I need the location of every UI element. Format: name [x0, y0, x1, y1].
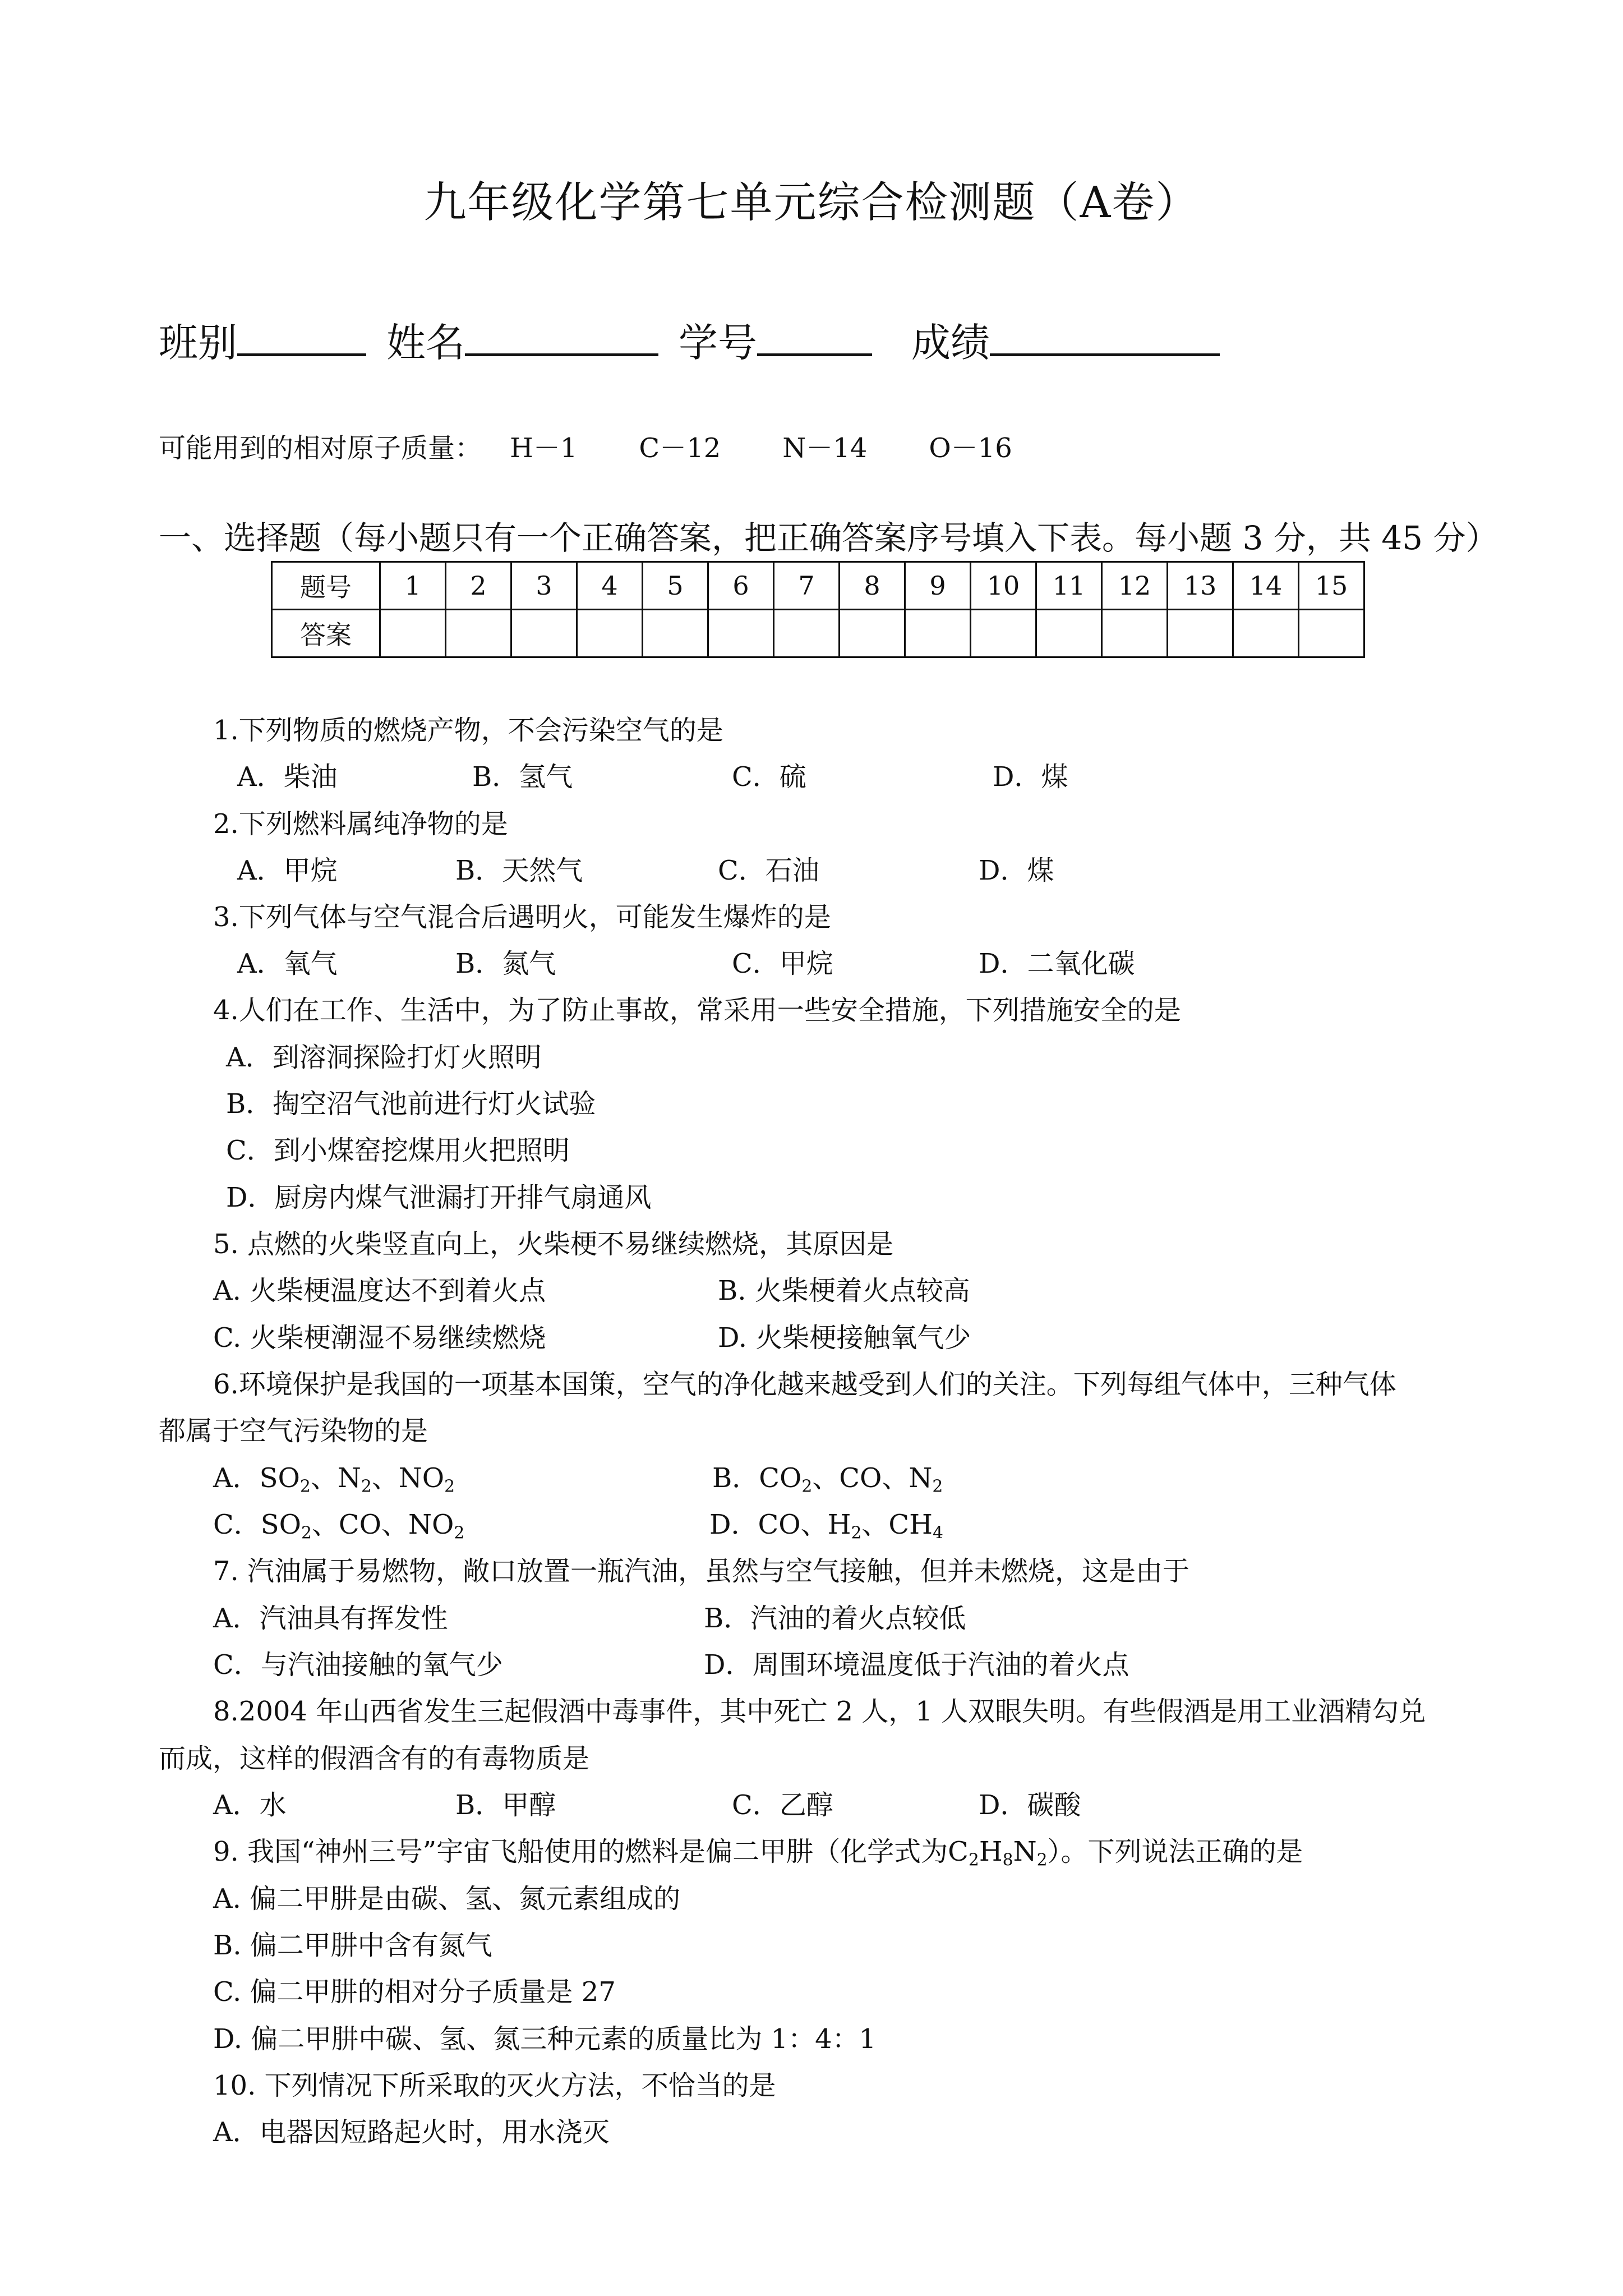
option-c: C. 火柴梗潮湿不易继续燃烧 — [213, 1322, 546, 1354]
question-options — [0, 1643, 1623, 1681]
question-stem-text-end: ）。下列说法正确的是 — [1047, 1836, 1303, 1867]
answer-cell[interactable] — [774, 610, 840, 657]
answer-cell[interactable] — [971, 610, 1036, 657]
answer-cell[interactable] — [643, 610, 708, 657]
question-number-cell: 1 — [380, 562, 446, 610]
question-number-cell: 2 — [446, 562, 511, 610]
question-number-cell: 6 — [708, 562, 774, 610]
atomic-mass-o: O－16 — [929, 432, 1012, 464]
question-options — [0, 1316, 1623, 1354]
class-blank[interactable] — [237, 320, 366, 356]
class-label: 班别 — [159, 320, 237, 366]
score-label: 成绩 — [911, 320, 990, 366]
name-blank[interactable] — [465, 320, 658, 356]
option-b: B．甲醇 — [455, 1789, 556, 1821]
question-number-cell: 4 — [577, 562, 643, 610]
id-blank[interactable] — [757, 320, 872, 356]
question-stem: 10. 下列情况下所采取的灭火方法，不恰当的是 — [213, 2070, 776, 2101]
question-stem: 6.环境保护是我国的一项基本国策，空气的净化越来越受到人们的关注。下列每组气体中，三种气体 — [213, 1369, 1396, 1400]
answer-cell[interactable] — [1233, 610, 1299, 657]
question-number-cell: 13 — [1168, 562, 1233, 610]
option-c: C．石油 — [718, 855, 819, 886]
option-d: D．CO、$H_2$、$CH_4$ — [709, 1509, 943, 1543]
option-a: A. 火柴梗温度达不到着火点 — [213, 1275, 546, 1306]
question-stem: 7. 汽油属于易燃物，敞口放置一瓶汽油，虽然与空气接触，但并未燃烧，这是由于 — [213, 1556, 1190, 1587]
option-d: D. 偏二甲肼中碳、氢、氮三种元素的质量比为 1：4：1 — [213, 2023, 877, 2055]
option-b: B．汽油的着火点较低 — [704, 1603, 966, 1634]
option-b: B．掏空沼气池前进行灯火试验 — [226, 1088, 596, 1120]
atomic-mass-c: C－12 — [639, 432, 721, 464]
question-stem: 8.2004 年山西省发生三起假酒中毒事件，其中死亡 2 人，1 人双眼失明。有些假酒是用工业酒精勾兑 — [213, 1696, 1426, 1727]
option-c: C. 偏二甲肼的相对分子质量是 27 — [213, 1976, 616, 2008]
option-a: A．柴油 — [237, 761, 338, 793]
question-stem-continued: 都属于空气污染物的是 — [159, 1415, 428, 1447]
option-a: A．$SO_2$、$N_2$、$NO_2$ — [213, 1462, 455, 1497]
option-b: B．氢气 — [472, 761, 573, 793]
atomic-mass-n: N－14 — [782, 432, 868, 464]
student-info-line — [159, 311, 1240, 368]
row-label-answer: 答案 — [272, 610, 380, 657]
option-d: D．厨房内煤气泄漏打开排气扇通风 — [226, 1182, 652, 1213]
option-c: C．与汽油接触的氧气少 — [213, 1649, 503, 1681]
question-stem: 1.下列物质的燃烧产物，不会污染空气的是 — [213, 715, 723, 746]
question-options — [0, 1269, 1623, 1306]
question-stem-text: 9. 我国“神州三号”宇宙飞船使用的燃料是偏二甲肼（化学式为 — [213, 1836, 948, 1867]
question-stem: 5. 点燃的火柴竖直向上，火柴梗不易继续燃烧，其原因是 — [213, 1228, 894, 1260]
option-d: D．碳酸 — [979, 1789, 1081, 1821]
question-number-cell: 7 — [774, 562, 840, 610]
section-heading: 一、选择题（每小题只有一个正确答案，把正确答案序号填入下表。每小题 3 分，共 45 分） — [159, 519, 1498, 557]
question-number-cell: 8 — [840, 562, 905, 610]
answer-row — [272, 610, 1364, 657]
question-number-cell: 10 — [971, 562, 1036, 610]
answer-table — [271, 561, 1365, 658]
option-b: B. 火柴梗着火点较高 — [718, 1275, 970, 1306]
atomic-mass-label: 可能用到的相对原子质量： — [159, 432, 482, 464]
question-stem — [213, 1830, 1303, 1869]
question-number-row — [272, 562, 1364, 610]
option-b: B．氮气 — [455, 948, 556, 979]
question-number-cell: 9 — [905, 562, 971, 610]
question-number-cell: 11 — [1036, 562, 1102, 610]
answer-cell[interactable] — [1168, 610, 1233, 657]
atomic-mass-h: H－1 — [510, 432, 578, 464]
answer-cell[interactable] — [1036, 610, 1102, 657]
question-options — [0, 1783, 1623, 1821]
question-options — [0, 755, 1623, 793]
question-number-cell: 15 — [1299, 562, 1364, 610]
option-a: A．氧气 — [237, 948, 338, 979]
option-c: C．乙醇 — [732, 1789, 833, 1821]
question-stem: 4.人们在工作、生活中，为了防止事故，常采用一些安全措施，下列措施安全的是 — [213, 995, 1181, 1026]
option-c: C．甲烷 — [732, 948, 833, 979]
option-c: C．$SO_2$、CO、$NO_2$ — [213, 1509, 465, 1543]
score-blank[interactable] — [990, 320, 1220, 356]
option-a: A．汽油具有挥发性 — [213, 1603, 448, 1634]
question-options — [0, 1456, 1623, 1497]
option-a: A．电器因短路起火时，用水浇灭 — [213, 2116, 610, 2148]
question-options — [0, 942, 1623, 979]
question-stem: 2.下列燃料属纯净物的是 — [213, 808, 508, 840]
question-number-cell: 3 — [511, 562, 577, 610]
option-b: B. 偏二甲肼中含有氮气 — [213, 1930, 492, 1961]
option-a: A. 偏二甲肼是由碳、氢、氮元素组成的 — [213, 1883, 681, 1915]
answer-cell[interactable] — [380, 610, 446, 657]
id-label: 学号 — [679, 320, 757, 366]
row-label-number: 题号 — [272, 562, 380, 610]
option-b: B．$CO_2$、CO、$N_2$ — [712, 1462, 943, 1497]
question-options — [0, 1503, 1623, 1543]
option-d: D．煤 — [993, 761, 1068, 793]
question-number-cell: 5 — [643, 562, 708, 610]
question-number-cell: 12 — [1102, 562, 1168, 610]
option-a: A．水 — [213, 1789, 287, 1821]
answer-cell[interactable] — [905, 610, 971, 657]
answer-cell[interactable] — [1102, 610, 1168, 657]
answer-cell[interactable] — [446, 610, 511, 657]
question-options — [0, 1596, 1623, 1634]
option-b: B．天然气 — [455, 855, 583, 886]
option-d: D. 火柴梗接触氧气少 — [718, 1322, 971, 1354]
page-title: 九年级化学第七单元综合检测题（A卷） — [423, 177, 1200, 227]
answer-cell[interactable] — [708, 610, 774, 657]
option-c: C．到小煤窑挖煤用火把照明 — [226, 1135, 570, 1166]
question-stem-continued: 而成，这样的假酒含有的有毒物质是 — [159, 1743, 590, 1774]
question-options — [0, 849, 1623, 886]
question-number-cell: 14 — [1233, 562, 1299, 610]
answer-cell[interactable] — [840, 610, 905, 657]
atomic-mass-line — [159, 426, 1012, 465]
option-c: C．硫 — [732, 761, 806, 793]
option-d: D．二氧化碳 — [979, 948, 1135, 979]
chemical-formula: $C_2H_8N_2$ — [948, 1836, 1048, 1870]
answer-cell[interactable] — [577, 610, 643, 657]
option-d: D．周围环境温度低于汽油的着火点 — [704, 1649, 1129, 1681]
question-stem: 3.下列气体与空气混合后遇明火，可能发生爆炸的是 — [213, 901, 831, 933]
option-a: A．甲烷 — [237, 855, 338, 886]
answer-cell[interactable] — [1299, 610, 1364, 657]
option-a: A．到溶洞探险打灯火照明 — [226, 1042, 542, 1073]
answer-cell[interactable] — [511, 610, 577, 657]
option-d: D．煤 — [979, 855, 1054, 886]
name-label: 姓名 — [386, 320, 465, 366]
